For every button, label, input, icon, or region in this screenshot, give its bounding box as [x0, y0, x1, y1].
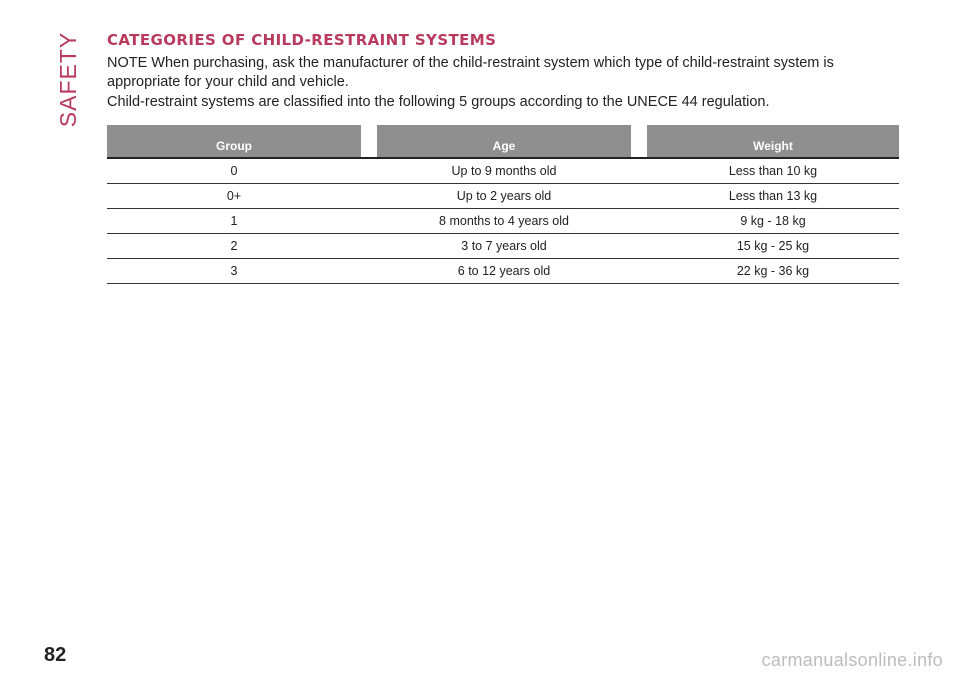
section-title: CATEGORIES OF CHILD-RESTRAINT SYSTEMS	[107, 31, 497, 49]
intro-paragraph: Child-restraint systems are classified into the following 5 groups according to the UNECE 44 regulation.	[107, 94, 770, 110]
cell-weight: 22 kg - 36 kg	[736, 264, 810, 278]
cell-group: 2	[230, 239, 238, 253]
note-paragraph: NOTE When purchasing, ask the manufacturer of the child-restraint system which type of child-restraint system is appropriate for your child and vehicle.	[107, 55, 834, 90]
cell-weight: Less than 13 kg	[728, 189, 818, 203]
table-row	[107, 209, 899, 234]
header-weight: Weight	[647, 125, 899, 157]
cell-age: 8 months to 4 years old	[439, 214, 569, 228]
header-gap	[631, 125, 647, 157]
table-row	[107, 184, 899, 209]
cell-weight: Less than 10 kg	[728, 164, 818, 178]
header-age: Age	[377, 125, 631, 157]
table-row	[107, 259, 899, 284]
header-group: Group	[107, 125, 361, 157]
cell-weight: 15 kg - 25 kg	[736, 239, 810, 253]
cell-age: Up to 9 months old	[451, 164, 557, 178]
child-restraint-table	[107, 125, 899, 284]
cell-group: 1	[230, 214, 238, 228]
watermark: carmanualsonline.info	[761, 650, 943, 670]
cell-group: 0+	[226, 189, 242, 203]
cell-group: 0	[230, 164, 238, 178]
section-side-label	[53, 31, 85, 127]
table-row	[107, 159, 899, 184]
cell-group: 3	[230, 264, 238, 278]
table-header-row	[107, 125, 899, 159]
page-number: 82	[44, 644, 67, 666]
cell-age: 3 to 7 years old	[461, 239, 547, 253]
table-row	[107, 234, 899, 259]
section-side-label-text: SAFETY	[55, 31, 82, 127]
cell-weight: 9 kg - 18 kg	[740, 214, 806, 228]
cell-age: Up to 2 years old	[456, 189, 552, 203]
cell-age: 6 to 12 years old	[457, 264, 551, 278]
header-gap	[361, 125, 377, 157]
